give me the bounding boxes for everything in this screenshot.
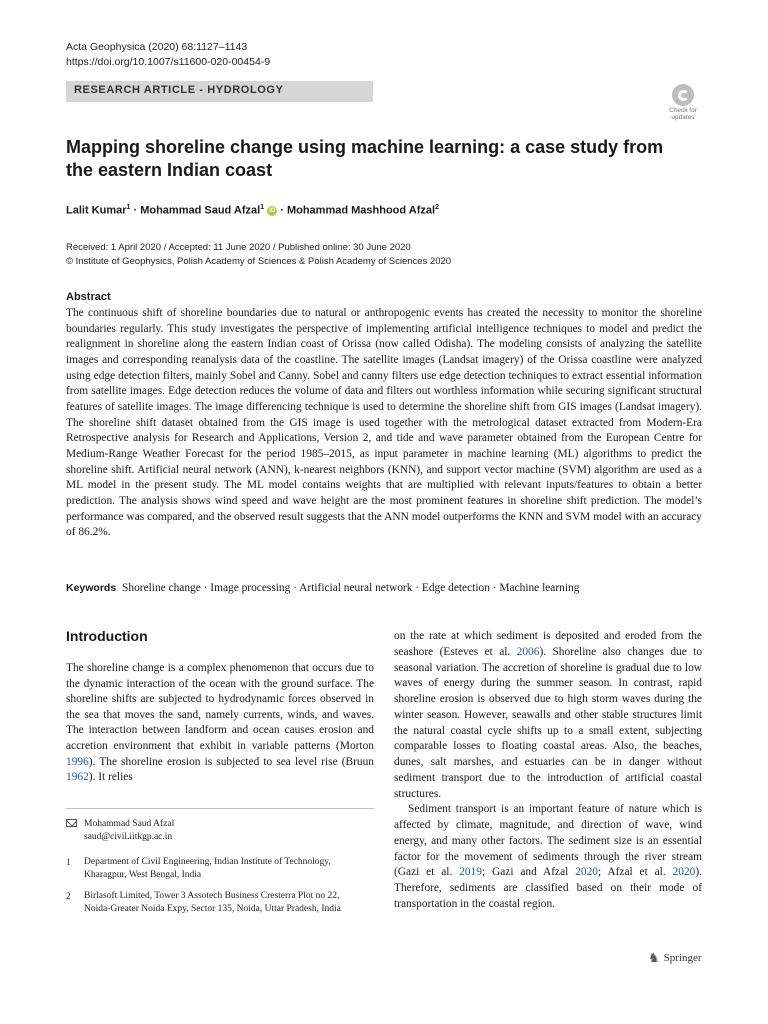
springer-horse-icon: ♞	[648, 950, 660, 965]
article-title: Mapping shoreline change using machine learning: a case study from the eastern Indian coast	[66, 137, 664, 180]
keywords	[66, 582, 702, 594]
doi-link[interactable]: https://doi.org/10.1007/s11600-020-00454-9	[66, 56, 271, 68]
affiliation-2	[66, 890, 366, 916]
author-name[interactable]: Mohammad Mashhood Afzal	[286, 204, 436, 217]
journal-citation: Acta Geophysica (2020) 68:1127–1143	[66, 41, 248, 53]
author-name[interactable]: Mohammad Saud Afzal	[140, 204, 261, 217]
publication-dates	[66, 241, 451, 268]
keywords-list: Shoreline change · Image processing · Artificial neural network · Edge detection · Machine learning	[122, 582, 580, 594]
affiliation-1	[66, 856, 366, 882]
citation-link[interactable]: 2020	[672, 866, 696, 879]
publisher-name: Springer	[663, 952, 702, 964]
corresponding-author-footnote	[66, 818, 366, 844]
copyright-notice: © Institute of Geophysics, Polish Academy of Sciences & Polish Academy of Sciences 2020	[66, 255, 452, 267]
citation-link[interactable]: 1962	[66, 771, 89, 784]
author-affil-mark: 2	[435, 204, 439, 211]
abstract-heading: Abstract	[66, 291, 111, 303]
envelope-icon	[66, 819, 77, 827]
history-dates: Received: 1 April 2020 / Accepted: 11 June 2020 / Published online: 30 June 2020	[66, 242, 411, 253]
abstract-body: The continuous shift of shoreline boundaries due to natural or anthropogenic events has created the necessity to monitor the shoreline boundaries regularly. This study investigates the perspective of implementing artificial intelligence techniques to model and predict the realignment in shoreline along the eastern Indian coast of Orissa (now called Odisha). The modeling consists of analyzing the satellite images and corresponding reanalysis data of the coastline. The satellite images (Landsat imagery) of the Orissa coastline were analyzed using edge detection filters, mainly Sobel and Canny. Sobel and canny filters use edge detection techniques to extract essential information from satellite images. Edge detection reduces the volume of data and filters out worthless information while securing significant structural features of satellite images. The image differencing technique is used to determine the shoreline shift from GIS images (Landsat imagery). The shoreline shift dataset obtained from the GIS image is used together with the metrological dataset extracted from Modern-Era Retrospective analysis for Research and Applications, Version 2, and tide and wave parameter obtained from the European Centre for Medium-Range Weather Forecast for the period 1985–2015, as input parameter in machine learning (ML) algorithms to predict the shoreline shift. Artificial neural network (ANN), k-nearest neighbors (KNN), and support vector machine (SVM) algorithm are used as a ML model in the present study. The ML model contains weights that are multiplied with relevant inputs/features to obtain a better prediction. The analysis shows wind speed and wave height are the most prominent features in shoreline shift prediction. The model’s performance was compared, and the observed result suggests that the ANN model outperforms the KNN and SVM model with an accuracy of 86.2%.	[66, 307, 702, 539]
author-name[interactable]: Lalit Kumar	[66, 204, 127, 217]
corresponding-author-email[interactable]: saud@civil.iitkgp.ac.in	[84, 832, 173, 842]
article-type-bar: RESEARCH ARTICLE - HYDROLOGY	[66, 81, 373, 102]
publisher-logo	[648, 950, 702, 966]
author-list: Lalit Kumar$^1$ · Mohammad Saud Afzal$^1$ iD · Mohammad Mashhood Afzal$^2$	[66, 204, 439, 217]
affiliation-text: Department of Civil Engineering, Indian Institute of Technology, Kharagpur, West Bengal, India	[84, 857, 331, 880]
journal-meta	[66, 40, 270, 70]
author-affil-mark: 1	[260, 204, 265, 211]
footnote-divider	[66, 808, 374, 809]
corresponding-author-name: Mohammad Saud Afzal	[84, 819, 175, 829]
citation-link[interactable]: 2019	[459, 866, 482, 879]
introduction-heading: Introduction	[66, 628, 148, 644]
citation-link[interactable]: 1996	[66, 755, 89, 768]
check-updates-label: Check for updates	[669, 107, 697, 121]
author-affil-mark: 1	[126, 204, 131, 211]
introduction-right-column	[394, 629, 702, 913]
citation-link[interactable]: 2020	[575, 866, 598, 879]
orcid-icon[interactable]: iD	[269, 207, 276, 214]
affiliation-mark: 1	[66, 857, 71, 867]
citation-link[interactable]: 2006	[516, 645, 540, 658]
affiliation-text: Birlasoft Limited, Tower 3 Assotech Business Cresterra Plot no 22, Noida-Greater Noida Expy, Sector 135, Noida, Uttar Pradesh, India	[84, 891, 341, 914]
check-updates-icon	[672, 84, 694, 106]
introduction-left-paragraph: The shoreline change is a complex phenomenon that occurs due to the dynamic interaction of the ocean with the ground surface. The shoreline shifts are subjected to hydrodynamic forces observed in the sea that moves the sand, namely currents, winds, and waves. The interaction between landform and ocean causes erosion and accretion environment that exhibit in variable patterns (Morton 1996). The shoreline erosion is subjected to sea level rise (Bruun 1962). It relies	[66, 662, 374, 784]
keywords-label: Keywords	[66, 582, 117, 594]
check-for-updates-badge[interactable]	[664, 84, 702, 122]
affiliation-mark: 2	[66, 891, 71, 901]
introduction-paragraph: on the rate at which sediment is deposited and eroded from the seashore (Esteves et al. 2006). Shoreline also changes due to seasonal variation. The accretion of shoreline is gradual due to low waves of energy during the summer season. In contrast, rapid shoreline erosion is observed due to high storm waves during the winter season. However, seawalls and other stable structures limit the natural coastal cycle shifts up to a small extent, subjecting comparable losses to floating coastal areas. Also, the beaches, dunes, salt marshes, and estuaries can be in danger without sediment transport due to the introduction of artificial coastal structures.	[394, 630, 703, 800]
introduction-paragraph: Sediment transport is an important feature of nature which is affected by climate, magnitude, and direction of wave, wind energy, and many other factors. The sediment size is an essential factor for the movement of sediments through the river stream (Gazi et al. 2019; Gazi and Afzal 2020; Afzal et al. 2020). Therefore, sediments are classified based on their mode of transportation in the coastal region.	[394, 803, 702, 910]
